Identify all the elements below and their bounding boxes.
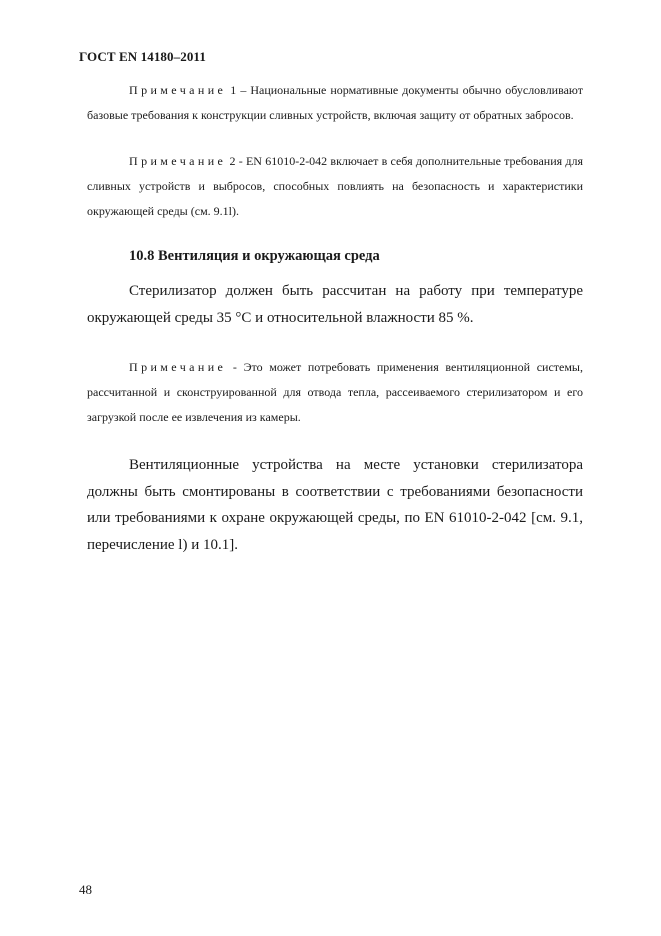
note-2-label: Примечание <box>129 154 227 168</box>
document-header: ГОСТ EN 14180–2011 <box>79 49 206 64</box>
note-2 <box>87 149 583 224</box>
note-1-label: Примечание <box>129 83 227 97</box>
section-paragraph-1: Стерилизатор должен быть рассчитан на работу при температуре окружающей среды 35 °С и относительной влажности 85 %. <box>87 283 583 326</box>
note-3 <box>87 355 583 430</box>
section-heading: 10.8 Вентиляция и окружающая среда <box>129 248 380 264</box>
page-number: 48 <box>79 882 92 897</box>
note-3-text: - Это может потребовать применения вентиляционной системы, рассчитанной и сконструированной для отвода тепла, рассеиваемого стерилизатором и его загрузкой после ее извлечения из камеры. <box>87 360 583 424</box>
section-paragraph-2: Вентиляционные устройства на месте установки стерилизатора должны быть смонтированы в соответствии с требованиями безопасности или требованиями к охране окружающей среды, по EN 61010-2-042 [см. 9.1, перечисление l) и 10.1]. <box>87 457 583 553</box>
note-1 <box>87 78 583 128</box>
note-1-text: 1 – Национальные нормативные документы обычно обусловливают базовые требования к конструкции сливных устройств, включая защиту от обратных забросов. <box>87 83 583 122</box>
note-3-label: Примечание <box>129 360 227 374</box>
note-2-text: 2 - EN 61010-2-042 включает в себя дополнительные требования для сливных устройств и выбросов, способных повлиять на безопасность и характеристики окружающей среды (см. 9.1l). <box>87 154 583 218</box>
